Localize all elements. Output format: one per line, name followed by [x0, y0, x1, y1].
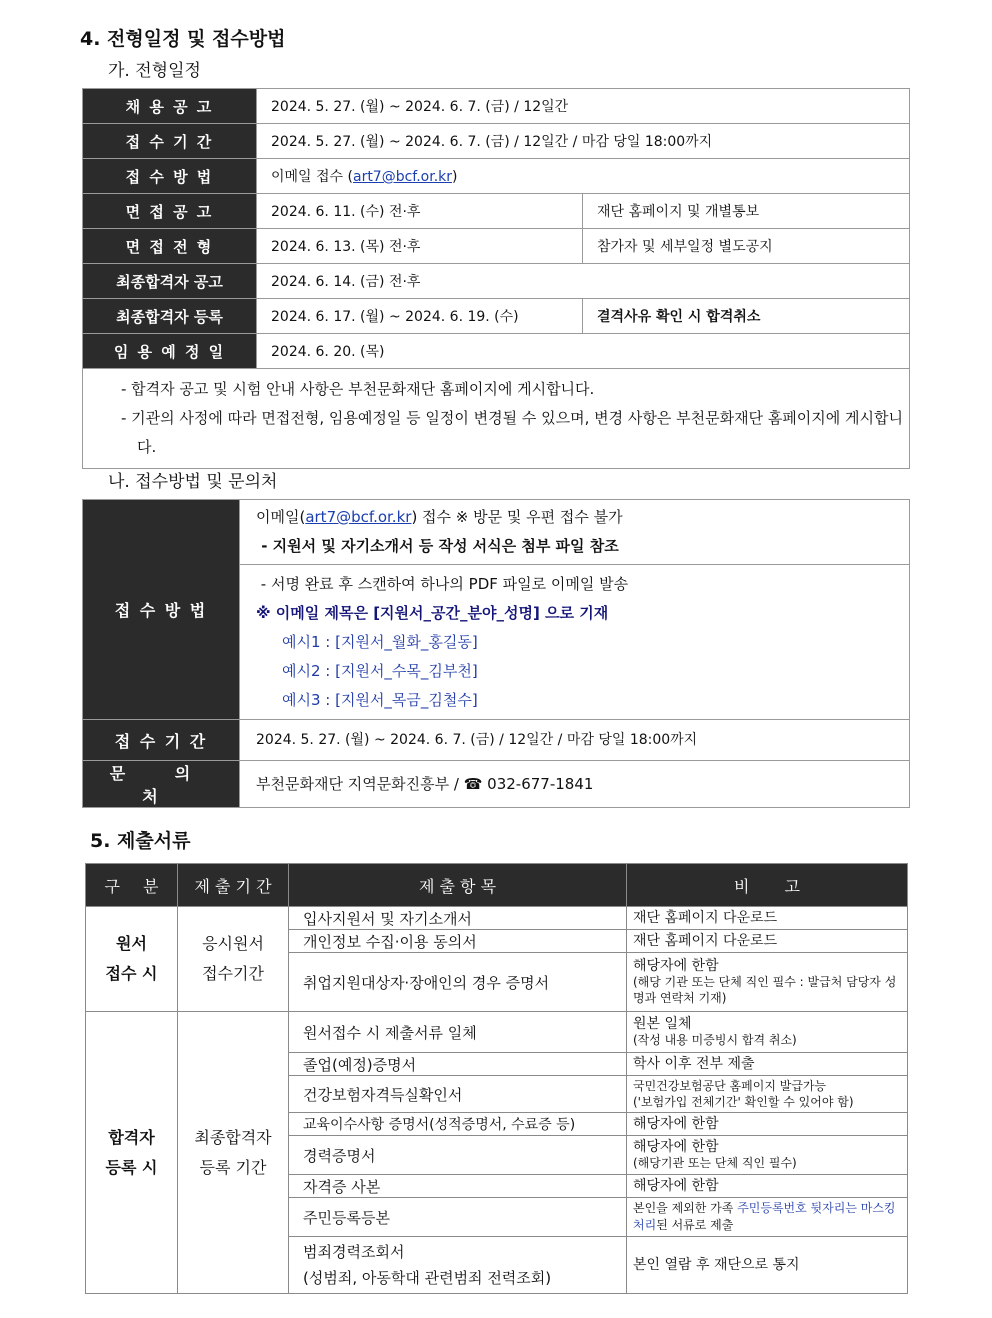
method-table — [82, 499, 910, 808]
schedule-label: 접 수 방 법 — [83, 159, 257, 194]
schedule-value: 2024. 6. 20. (목) — [257, 334, 910, 369]
group-category: 원서 접수 시 — [86, 907, 178, 1012]
group-period: 최종합격자 등록 기간 — [178, 1012, 289, 1294]
doc-item: 교육이수사항 증명서(성적증명서, 수료증 등) — [289, 1113, 627, 1136]
schedule-label: 면 접 공 고 — [83, 194, 257, 229]
doc-item: 경력증명서 — [289, 1136, 627, 1175]
note-line: - 기관의 사정에 따라 면접전형, 임용예정일 등 일정이 변경될 수 있으며, 변경 사항은 부천문화재단 홈페이지에 게시합니다. — [121, 409, 903, 456]
doc-note: 해당자에 한함 (해당기관 또는 단체 직인 필수) — [627, 1136, 908, 1175]
method-label: 접 수 방 법 — [83, 500, 240, 720]
doc-item: 입사지원서 및 자기소개서 — [289, 907, 627, 930]
schedule-row — [83, 124, 910, 159]
example-line: 예시3 : [지원서_목금_김철수] — [282, 690, 478, 709]
schedule-row — [83, 89, 910, 124]
header-note: 비 고 — [627, 864, 908, 907]
schedule-label: 접 수 기 간 — [83, 124, 257, 159]
doc-note: 재단 홈페이지 다운로드 — [627, 930, 908, 953]
schedule-row — [83, 334, 910, 369]
example-line: 예시1 : [지원서_월화_홍길동] — [282, 632, 478, 651]
value-suffix: ) — [452, 169, 458, 185]
doc-item: 범죄경력조회서 (성범죄, 아동학대 관련범죄 전력조회) — [289, 1237, 627, 1294]
doc-note: 국민건강보험공단 홈페이지 발급가능 ('보험가입 전체기간' 확인할 수 있어야 함) — [627, 1076, 908, 1113]
contact-label: 문 의 처 — [83, 761, 240, 808]
email-link[interactable]: art7@bcf.or.kr — [352, 169, 453, 185]
doc-note: 원본 일체 (작성 내용 미증빙시 합격 취소) — [627, 1012, 908, 1053]
schedule-notes — [83, 369, 910, 469]
method-line-3: - 서명 완료 후 스캔하여 하나의 PDF 파일로 이메일 발송 — [256, 574, 629, 593]
schedule-value: 2024. 6. 14. (금) 전·후 — [257, 264, 910, 299]
header-period: 제 출 기 간 — [178, 864, 289, 907]
schedule-row — [83, 299, 910, 334]
doc-note: 본인을 제외한 가족 주민등록번호 뒷자리는 마스킹 처리된 서류로 제출 — [627, 1198, 908, 1237]
schedule-note: 결격사유 확인 시 합격취소 — [583, 299, 910, 334]
doc-item: 주민등록등본 — [289, 1198, 627, 1237]
schedule-label: 최종합격자 등록 — [83, 299, 257, 334]
doc-note: 해당자에 한함 — [627, 1113, 908, 1136]
example-line: 예시2 : [지원서_수목_김부천] — [282, 661, 478, 680]
schedule-row — [83, 264, 910, 299]
schedule-label: 채 용 공 고 — [83, 89, 257, 124]
schedule-row — [83, 194, 910, 229]
schedule-value: 2024. 6. 11. (수) 전·후 — [257, 194, 583, 229]
doc-item: 취업지원대상자·장애인의 경우 증명서 — [289, 953, 627, 1012]
email-link[interactable]: art7@bcf.or.kr — [305, 508, 412, 526]
contact-value: 부천문화재단 지역문화진흥부 / ☎ 032-677-1841 — [240, 761, 910, 808]
section5-title: 5. 제출서류 — [90, 830, 191, 852]
section4-sub-b: 나. 접수방법 및 문의처 — [108, 472, 278, 492]
period-label: 접 수 기 간 — [83, 720, 240, 761]
doc-note: 본인 열람 후 재단으로 통지 — [627, 1237, 908, 1294]
schedule-label: 임 용 예 정 일 — [83, 334, 257, 369]
doc-item: 개인정보 수집·이용 동의서 — [289, 930, 627, 953]
schedule-value: 2024. 6. 17. (월) ~ 2024. 6. 19. (수) — [257, 299, 583, 334]
doc-item: 졸업(예정)증명서 — [289, 1053, 627, 1076]
value-prefix: 이메일 접수 ( — [271, 169, 353, 185]
doc-item: 원서접수 시 제출서류 일체 — [289, 1012, 627, 1053]
documents-table — [85, 863, 908, 1294]
method-line-1: 이메일(art7@bcf.or.kr) 접수 ※ 방문 및 우편 접수 불가 — [256, 508, 623, 526]
schedule-row — [83, 159, 910, 194]
schedule-row — [83, 229, 910, 264]
contact-row — [83, 761, 910, 808]
section4-sub-a: 가. 전형일정 — [108, 61, 201, 81]
header-item: 제 출 항 목 — [289, 864, 627, 907]
method-line-2: - 지원서 및 자기소개서 등 작성 서식은 첨부 파일 참조 — [256, 537, 619, 555]
table-row — [86, 1012, 908, 1053]
group-category: 합격자 등록 시 — [86, 1012, 178, 1294]
group-period: 응시원서 접수기간 — [178, 907, 289, 1012]
schedule-value: 2024. 5. 27. (월) ~ 2024. 6. 7. (금) / 12일간 — [257, 89, 910, 124]
method-line-4: ※ 이메일 제목은 [지원서_공간_분야_성명] 으로 기재 — [256, 603, 609, 622]
doc-item: 자격증 사본 — [289, 1175, 627, 1198]
schedule-label: 면 접 전 형 — [83, 229, 257, 264]
period-row — [83, 720, 910, 761]
doc-item: 건강보험자격득실확인서 — [289, 1076, 627, 1113]
notes-row — [83, 369, 910, 469]
schedule-label: 최종합격자 공고 — [83, 264, 257, 299]
schedule-value — [257, 159, 910, 194]
schedule-table — [82, 88, 910, 469]
doc-note: 학사 이후 전부 제출 — [627, 1053, 908, 1076]
documents-header-row — [86, 864, 908, 907]
method-block-2 — [240, 565, 910, 720]
schedule-value: 2024. 5. 27. (월) ~ 2024. 6. 7. (금) / 12일간 / 마감 당일 18:00까지 — [257, 124, 910, 159]
period-value: 2024. 5. 27. (월) ~ 2024. 6. 7. (금) / 12일간 / 마감 당일 18:00까지 — [240, 720, 910, 761]
schedule-note: 참가자 및 세부일정 별도공지 — [583, 229, 910, 264]
note-line: - 합격자 공고 및 시험 안내 사항은 부천문화재단 홈페이지에 게시합니다. — [121, 380, 595, 398]
table-row — [86, 907, 908, 930]
doc-note: 해당자에 한함 — [627, 1175, 908, 1198]
header-category: 구 분 — [86, 864, 178, 907]
doc-note: 재단 홈페이지 다운로드 — [627, 907, 908, 930]
section4-title: 4. 전형일정 및 접수방법 — [80, 28, 286, 50]
method-block-1 — [240, 500, 910, 565]
schedule-note: 재단 홈페이지 및 개별통보 — [583, 194, 910, 229]
schedule-value: 2024. 6. 13. (목) 전·후 — [257, 229, 583, 264]
doc-note: 해당자에 한함 (해당 기관 또는 단체 직인 필수 : 발급처 담당자 성명과 연락처 기재) — [627, 953, 908, 1012]
method-row — [83, 500, 910, 565]
